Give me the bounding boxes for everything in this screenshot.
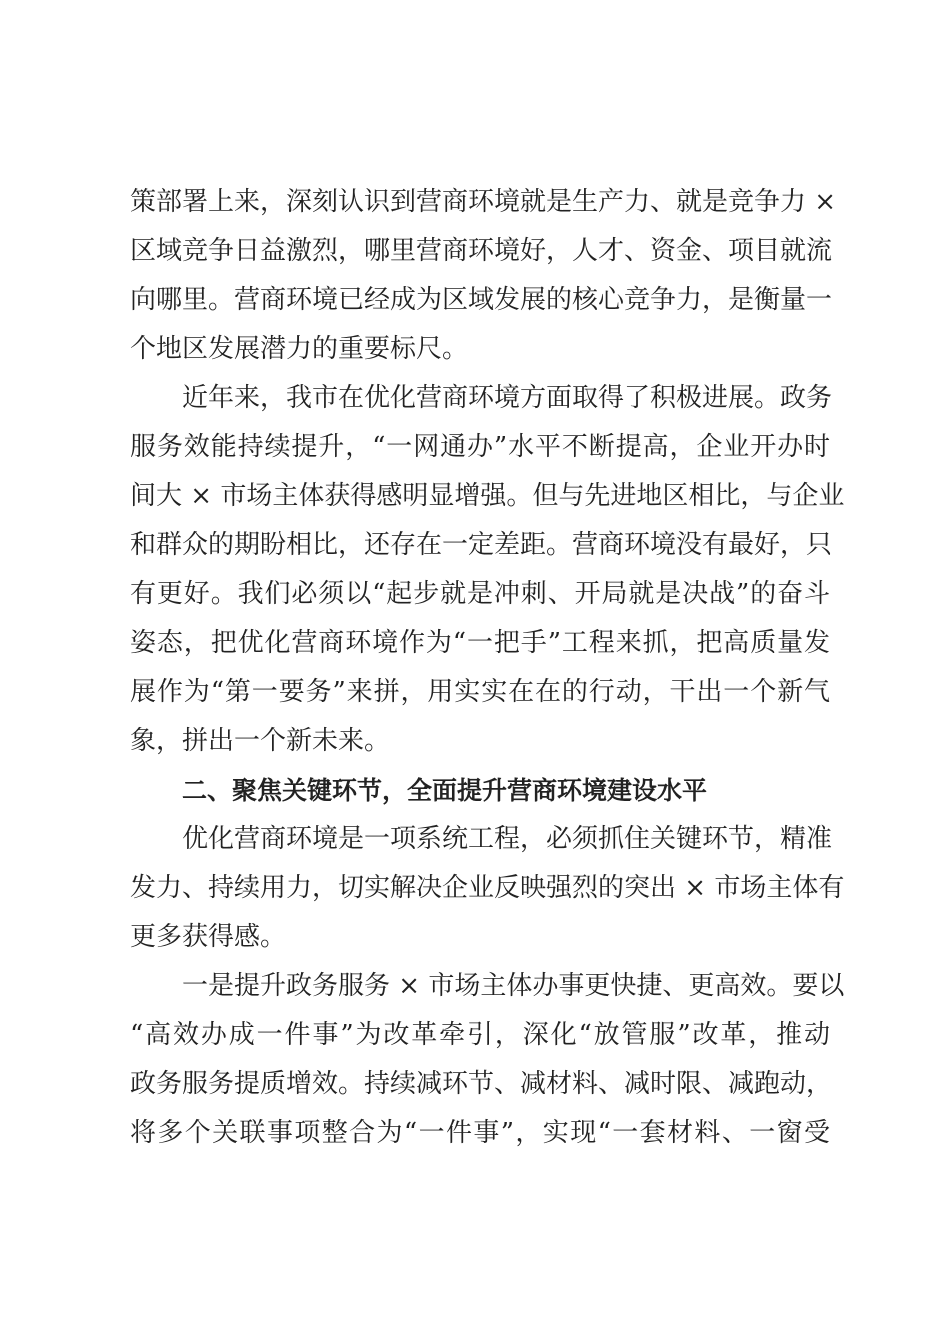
text-line: 区域竞争日益激烈，哪里营商环境好，人才、资金、项目就流: [130, 236, 833, 266]
paragraph-3: [130, 815, 845, 962]
text-line: 政务服务提质增效。持续减环节、减材料、减时限、减跑动，: [130, 1069, 833, 1099]
paragraph-4: [130, 962, 845, 1158]
text-line: 服务效能持续提升，“一网通办”水平不断提高，企业开办时: [130, 432, 830, 462]
text-line: 象，拼出一个新未来。: [130, 726, 391, 756]
section-heading-text: 二、聚焦关键环节，全面提升营商环境建设水平: [182, 776, 708, 805]
text-line: 姿态，把优化营商环境作为“一把手”工程来抓，把高质量发: [130, 628, 830, 658]
text-line: 发力、持续用力，切实解决企业反映强烈的突出 × 市场主体有: [130, 873, 845, 903]
text-line: 更多获得感。: [130, 922, 287, 952]
text-line: 一是提升政务服务 × 市场主体办事更快捷、更高效。要以: [182, 971, 845, 1001]
text-line: 展作为“第一要务”来拼，用实实在在的行动，干出一个新气: [130, 677, 830, 707]
text-line: “高效办成一件事”为改革牵引，深化“放管服”改革，推动: [130, 1020, 830, 1050]
text-line: 和群众的期盼相比，还存在一定差距。营商环境没有最好，只: [130, 530, 833, 560]
text-line: 将多个关联事项整合为“一件事”，实现“一套材料、一窗受: [130, 1118, 830, 1148]
text-line: 间大 × 市场主体获得感明显增强。但与先进地区相比，与企业: [130, 481, 845, 511]
section-heading: [130, 766, 830, 815]
paragraph-2: [130, 374, 845, 766]
paragraph-1: [130, 178, 837, 374]
document-body: [130, 178, 845, 1158]
text-line: 近年来，我市在优化营商环境方面取得了积极进展。政务: [182, 383, 833, 413]
text-line: 优化营商环境是一项系统工程，必须抓住关键环节，精准: [182, 824, 833, 854]
text-line: 有更好。我们必须以“起步就是冲刺、开局就是决战”的奋斗: [130, 579, 830, 609]
text-line: 策部署上来，深刻认识到营商环境就是生产力、就是竞争力 ×: [130, 187, 837, 217]
text-line: 个地区发展潜力的重要标尺。: [130, 334, 469, 364]
text-line: 向哪里。营商环境已经成为区域发展的核心竞争力，是衡量一: [130, 285, 833, 315]
